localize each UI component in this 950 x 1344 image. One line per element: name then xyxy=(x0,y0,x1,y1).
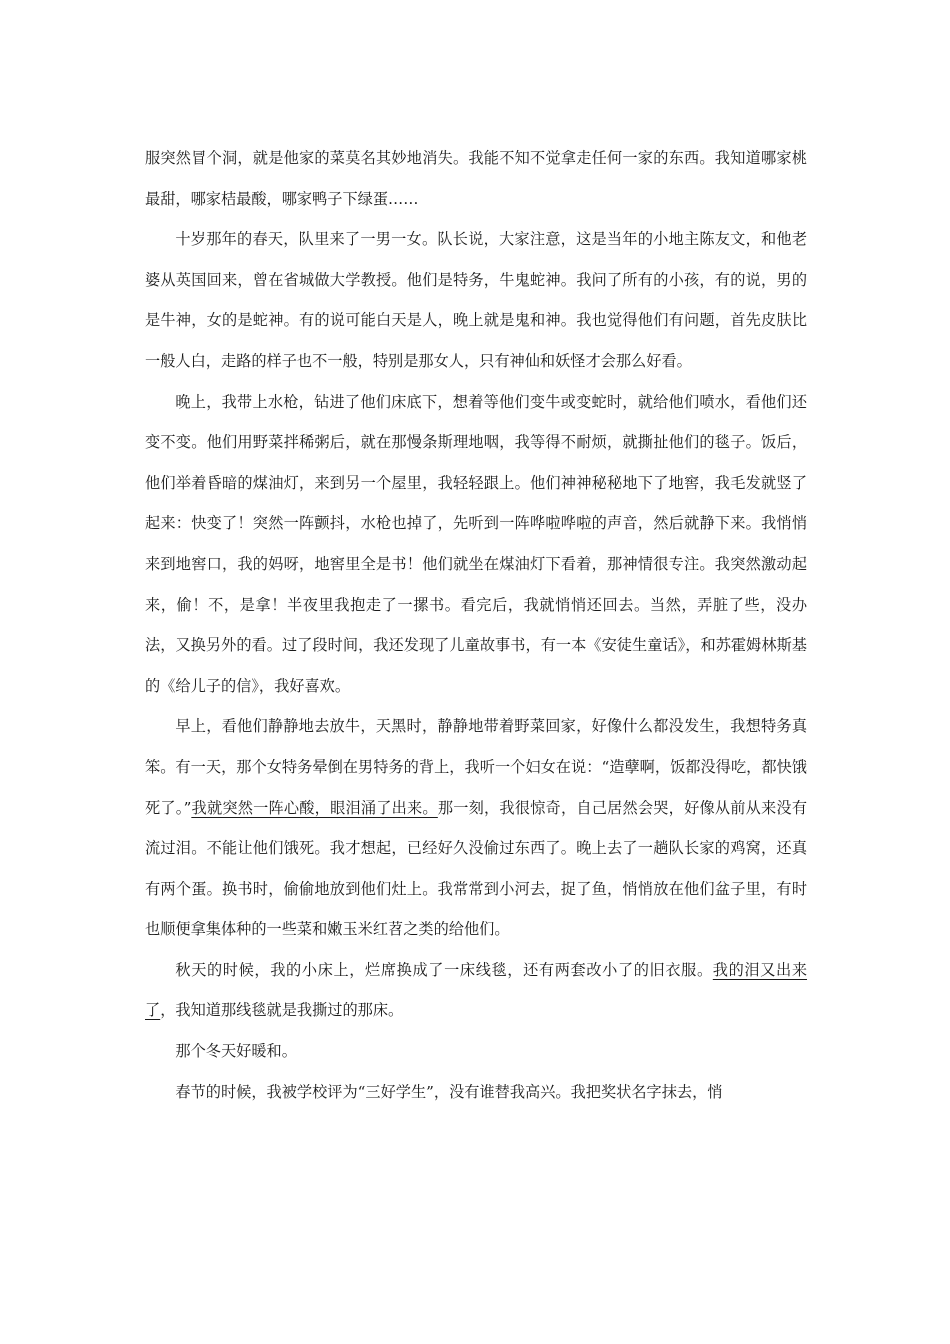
underlined-sentence: 我就突然一阵心酸，眼泪涌了出来。 xyxy=(191,798,438,817)
paragraph-text: ，我知道那线毯就是我撕过的那床。 xyxy=(160,1001,404,1020)
paragraph-text: 秋天的时候，我的小床上，烂席换成了一床线毯，还有两套改小了的旧衣服。 xyxy=(175,960,713,979)
paragraph-winter xyxy=(145,1031,807,1072)
paragraph-arrival xyxy=(145,219,807,381)
paragraph-text: 春节的时候，我被学校评为“三好学生”，没有谁替我高兴。我把奖状名字抹去，悄 xyxy=(175,1082,723,1101)
paragraph-text: 早上，看他们静静地去放牛，天黑时，静静地带着野菜回家，好像什么都没发生，我想特务真笨。有一天，那个女特务晕倒在男特务的背上，我听一个妇女在说：“造孽啊，饭都没得吃，都快饿死了。” xyxy=(145,717,807,817)
underlined-sentence: 我的泪又出来了 xyxy=(145,960,808,1020)
paragraph-tears xyxy=(145,706,807,950)
paragraph-spring-festival xyxy=(145,1072,807,1113)
paragraph-night-watch xyxy=(145,382,807,707)
paragraph-autumn xyxy=(145,950,807,1031)
paragraph-continued xyxy=(145,138,807,219)
paragraph-text: 十岁那年的春天，队里来了一男一女。队长说，大家注意，这是当年的小地主陈友文，和他老婆从英国回来，曾在省城做大学教授。他们是特务，牛鬼蛇神。我问了所有的小孩，有的说，男的是牛神，女的是蛇神。有的说可能白天是人，晚上就是鬼和神。我也觉得他们有问题，首先皮肤比一般人白，走路的样子也不一般，特别是那女人，只有神仙和妖怪才会那么好看。 xyxy=(145,230,807,370)
paragraph-text: 服突然冒个洞，就是他家的菜莫名其妙地消失。我能不知不觉拿走任何一家的东西。我知道哪家桃最甜，哪家桔最酸，哪家鸭子下绿蛋…… xyxy=(145,149,807,208)
paragraph-text: 那一刻，我很惊奇，自己居然会哭，好像从前从来没有流过泪。不能让他们饿死。我才想起，已经好久没偷过东西了。晚上去了一趟队长家的鸡窝，还真有两个蛋。换书时，偷偷地放到他们灶上。我常常到小河去，捉了鱼，悄悄放在他们盆子里，有时也顺便拿集体种的一些菜和嫩玉米红苕之类的给他们。 xyxy=(145,798,808,939)
story-text xyxy=(145,138,807,1112)
paragraph-text: 那个冬天好暖和。 xyxy=(175,1042,297,1061)
paragraph-text: 晚上，我带上水枪，钻进了他们床底下，想着等他们变牛或变蛇时，就给他们喷水，看他们还变不变。他们用野菜拌稀粥后，就在那慢条斯理地咽，我等得不耐烦，就撕扯他们的毯子。饭后，他们举着昏暗的煤油灯，来到另一个屋里，我轻轻跟上。他们神神秘秘地下了地窖，我毛发就竖了起来：快变了！突然一阵颤抖，水枪也掉了，先听到一阵哗啦哗啦的声音，然后就静下来。我悄悄来到地窖口，我的妈呀，地窖里全是书！他们就坐在煤油灯下看着，那神情很专注。我突然激动起来，偷！不，是拿！半夜里我抱走了一摞书。看完后，我就悄悄还回去。当然，弄脏了些，没办法，又换另外的看。过了段时间，我还发现了儿童故事书，有一本《安徒生童话》，和苏霍姆林斯基的《给儿子的信》，我好喜欢。 xyxy=(145,392,807,695)
